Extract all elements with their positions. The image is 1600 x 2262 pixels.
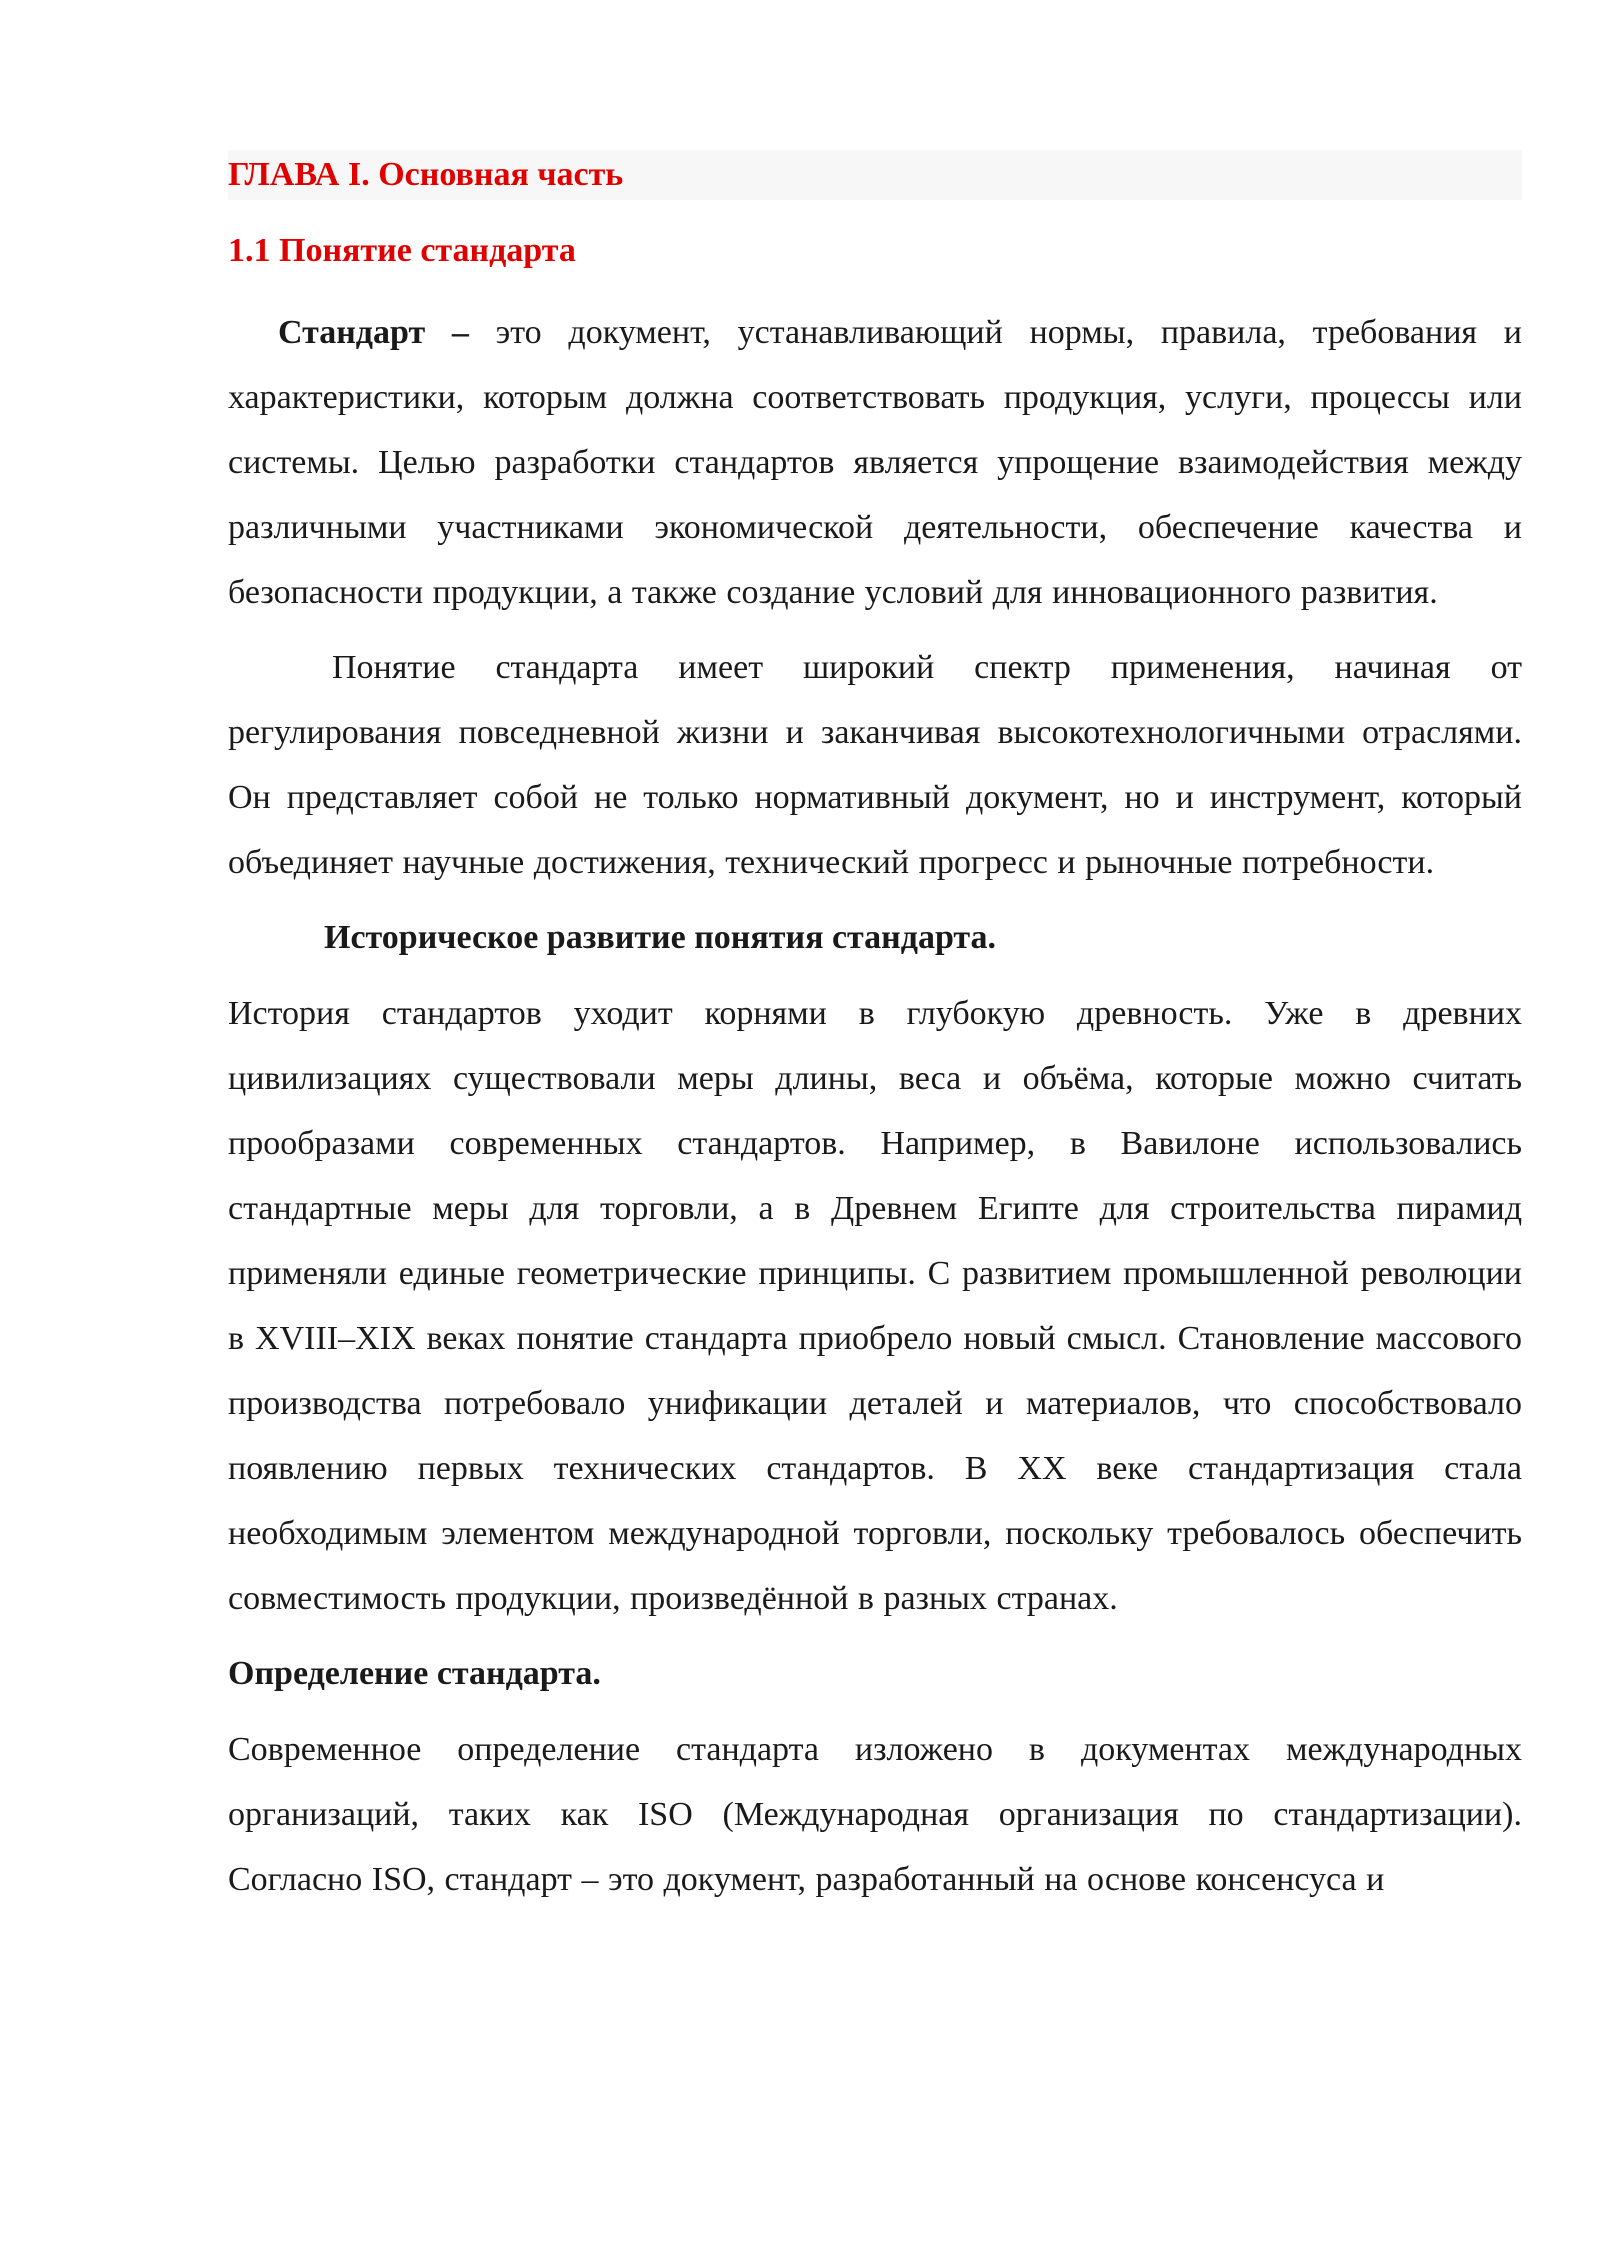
term-standard: Стандарт – bbox=[278, 314, 469, 351]
paragraph-history: История стандартов уходит корнями в глубокую древность. Уже в древних цивилизациях существовали меры длины, веса и объёма, которые можно считать прообразами современных стандартов. Например, в Вавилоне использовались стандартные меры для торговли, а в Древнем Египте для строительства пирамид применяли единые геометрические принципы. С развитием промышленной революции в XVIII–XIX веках понятие стандарта приобрело новый смысл. Становление массового производства потребовало унификации деталей и материалов, что способствовало появлению первых технических стандартов. В XX веке стандартизация стала необходимым элементом международной торговли, поскольку требовалось обеспечить совместимость продукции, произведённой в разных странах. bbox=[228, 995, 1522, 1617]
paragraph-modern-definition: Современное определение стандарта изложено в документах международных организаций, таких как ISO (Международная организация по стандартизации). Согласно ISO, стандарт – это документ, разработанный на основе консенсуса и bbox=[228, 1731, 1522, 1898]
chapter-title: ГЛАВА I. Основная часть bbox=[228, 156, 624, 193]
subheading-definition: Определение стандарта. bbox=[228, 1655, 601, 1692]
subheading-historical: Историческое развитие понятия стандарта. bbox=[324, 919, 997, 956]
section-title: 1.1 Понятие стандарта bbox=[228, 232, 576, 269]
document-page bbox=[228, 150, 1522, 1912]
paragraph-standard-definition bbox=[228, 300, 1522, 625]
paragraph-standard-scope: Понятие стандарта имеет широкий спектр применения, начиная от регулирования повседневной жизни и заканчивая высокотехнологичными отраслями. Он представляет собой не только нормативный документ, но и инструмент, который объединяет научные достижения, технический прогресс и рыночные потребности. bbox=[228, 649, 1522, 881]
paragraph-standard-definition-text: это документ, устанавливающий нормы, правила, требования и характеристики, которым должна соответствовать продукция, услуги, процессы или системы. Целью разработки стандартов является упрощение взаимодействия между различными участниками экономической деятельности, обеспечение качества и безопасности продукции, а также создание условий для инновационного развития. bbox=[228, 314, 1522, 611]
